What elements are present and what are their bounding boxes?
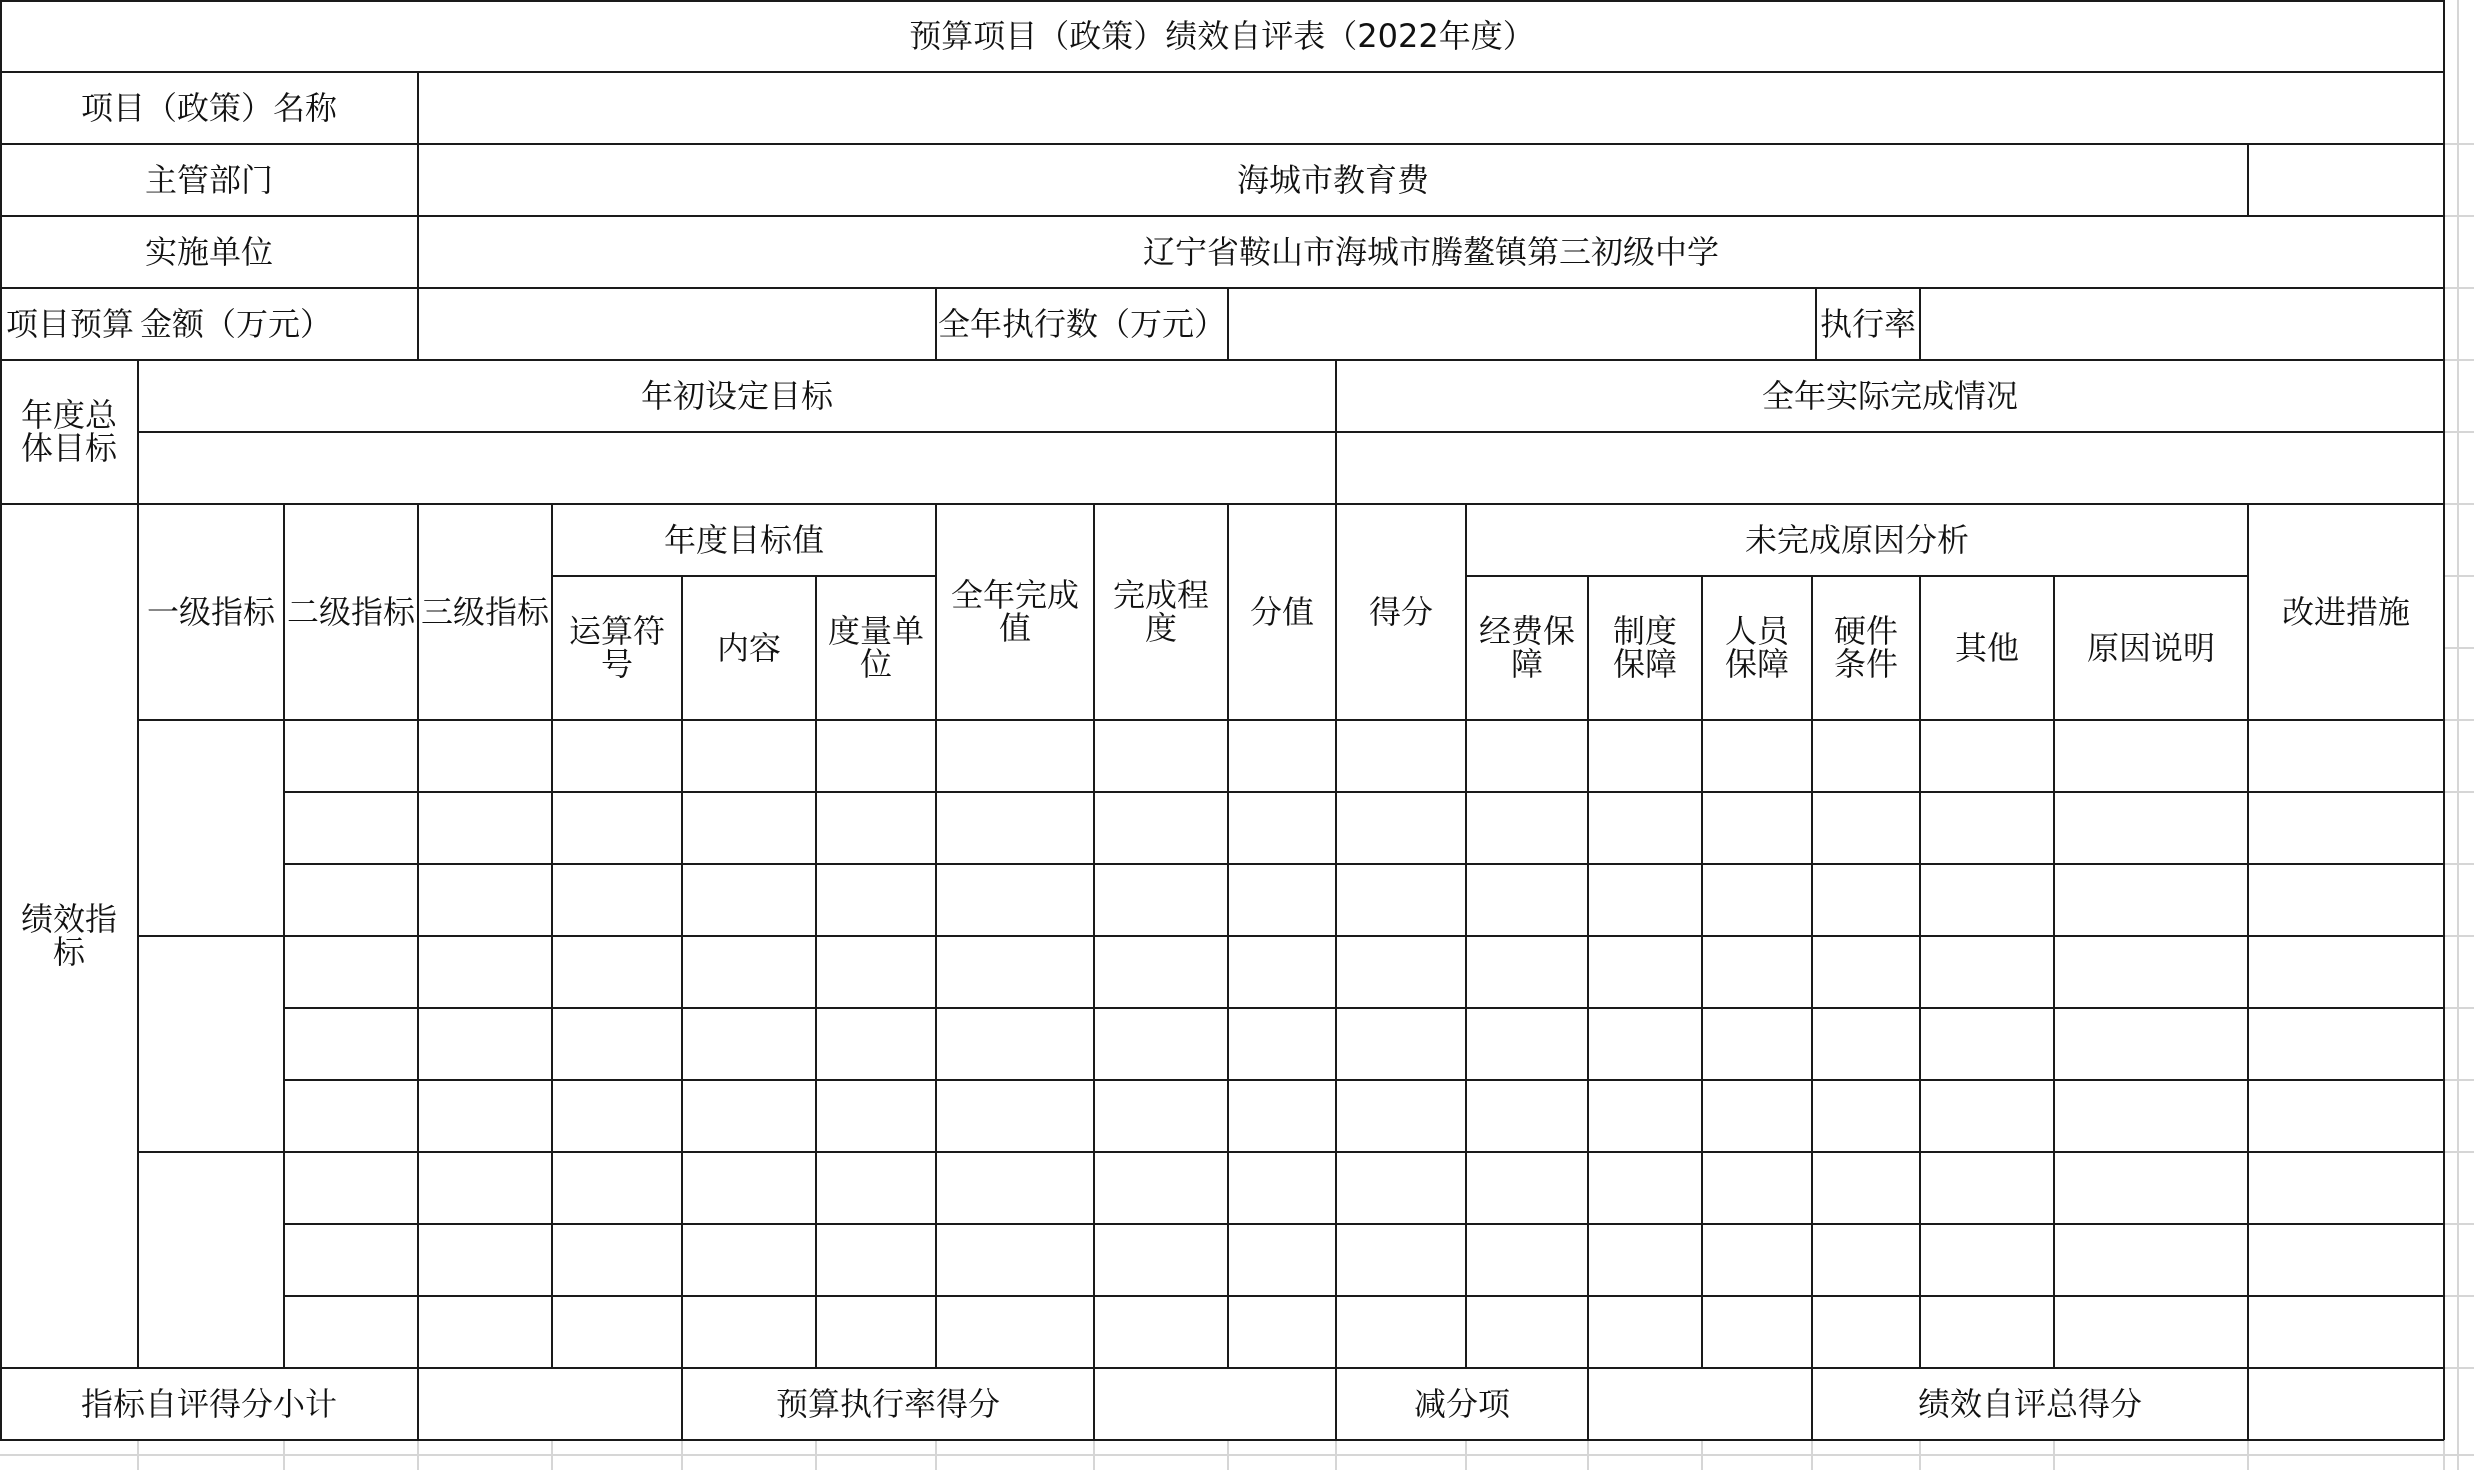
budget-amount-label-part1: 项目预算 — [6, 304, 135, 343]
measure-unit-header-line1: 度量单 — [827, 612, 924, 650]
annual-goal-label-line1: 年度总 — [20, 396, 117, 434]
measure-unit-header-line2: 位 — [859, 645, 892, 683]
performance-indicator-label-line1: 绩效指 — [20, 900, 117, 938]
indicator-subtotal-value[interactable] — [418, 1368, 682, 1440]
level3-indicator-header: 三级指标 — [420, 592, 549, 631]
budget-amount-value[interactable] — [418, 288, 936, 360]
annual-goal-label-line2: 体目标 — [20, 429, 117, 467]
implementing-unit-label: 实施单位 — [144, 232, 273, 271]
funding-guarantee-header-line2: 障 — [1510, 645, 1543, 683]
execution-rate-value[interactable] — [1920, 288, 2444, 360]
budget-amount-label-part2: 金额（万元） — [140, 304, 333, 343]
completion-degree-header-line2: 度 — [1144, 609, 1177, 647]
annual-completion-header-line2: 值 — [998, 609, 1031, 647]
improvement-measures-header: 改进措施 — [2281, 592, 2410, 631]
deduction-label: 减分项 — [1413, 1384, 1510, 1423]
reason-analysis-header: 未完成原因分析 — [1744, 520, 1969, 559]
budget-execution-rate-score-label: 预算执行率得分 — [775, 1384, 1000, 1423]
level2-indicator-header: 二级指标 — [286, 592, 415, 631]
personnel-guarantee-header-line1: 人员 — [1724, 612, 1789, 650]
personnel-guarantee-header-line2: 保障 — [1724, 645, 1789, 683]
department-value[interactable]: 海城市教育费 — [1236, 160, 1429, 199]
annual-execution-value[interactable] — [1228, 288, 1816, 360]
total-score-label: 绩效自评总得分 — [1917, 1384, 2142, 1423]
project-name-value[interactable] — [418, 72, 2444, 144]
hardware-condition-header-line2: 条件 — [1833, 645, 1898, 683]
hardware-condition-header-line1: 硬件 — [1833, 612, 1898, 650]
score-header: 得分 — [1368, 592, 1433, 631]
hardware-condition-header — [1812, 576, 1920, 720]
indicator-subtotal-label: 指标自评得分小计 — [80, 1384, 337, 1423]
level1-indicator-header: 一级指标 — [146, 592, 275, 631]
initial-goal-value[interactable] — [138, 432, 1336, 504]
annual-goal-label — [0, 360, 138, 504]
performance-indicator-label — [0, 504, 138, 1368]
operator-header-line1: 运算符 — [568, 612, 665, 650]
measure-unit-header — [816, 576, 936, 720]
other-reason-header: 其他 — [1954, 628, 2019, 667]
project-name-label: 项目（政策）名称 — [80, 88, 337, 127]
total-score-value[interactable] — [2248, 1368, 2444, 1440]
department-label: 主管部门 — [144, 160, 273, 199]
reason-description-header: 原因说明 — [2086, 628, 2215, 667]
annual-execution-label: 全年执行数（万元） — [938, 304, 1227, 343]
annual-target-value-header: 年度目标值 — [663, 520, 824, 559]
score-value-header: 分值 — [1249, 592, 1314, 631]
actual-completion-header: 全年实际完成情况 — [1761, 376, 2018, 415]
content-header: 内容 — [716, 628, 781, 667]
personnel-guarantee-header — [1702, 576, 1812, 720]
funding-guarantee-header — [1466, 576, 1588, 720]
performance-indicator-label-line2: 标 — [52, 933, 85, 971]
annual-completion-header-line1: 全年完成 — [950, 576, 1079, 614]
annual-completion-header — [936, 504, 1094, 720]
operator-header-line2: 号 — [600, 645, 633, 683]
actual-completion-value[interactable] — [1336, 432, 2444, 504]
deduction-value[interactable] — [1588, 1368, 1812, 1440]
initial-goal-header: 年初设定目标 — [640, 376, 833, 415]
budget-execution-rate-score-value[interactable] — [1094, 1368, 1336, 1440]
completion-degree-header-line1: 完成程 — [1112, 576, 1209, 614]
system-guarantee-header — [1588, 576, 1702, 720]
implementing-unit-value[interactable]: 辽宁省鞍山市海城市腾鳌镇第三初级中学 — [1142, 232, 1719, 271]
operator-header — [552, 576, 682, 720]
form-title: 预算项目（政策）绩效自评表（2022年度） — [909, 16, 1535, 55]
funding-guarantee-header-line1: 经费保 — [1478, 612, 1575, 650]
system-guarantee-header-line1: 制度 — [1612, 612, 1677, 650]
system-guarantee-header-line2: 保障 — [1612, 645, 1677, 683]
completion-degree-header — [1094, 504, 1228, 720]
execution-rate-label: 执行率 — [1819, 304, 1916, 343]
